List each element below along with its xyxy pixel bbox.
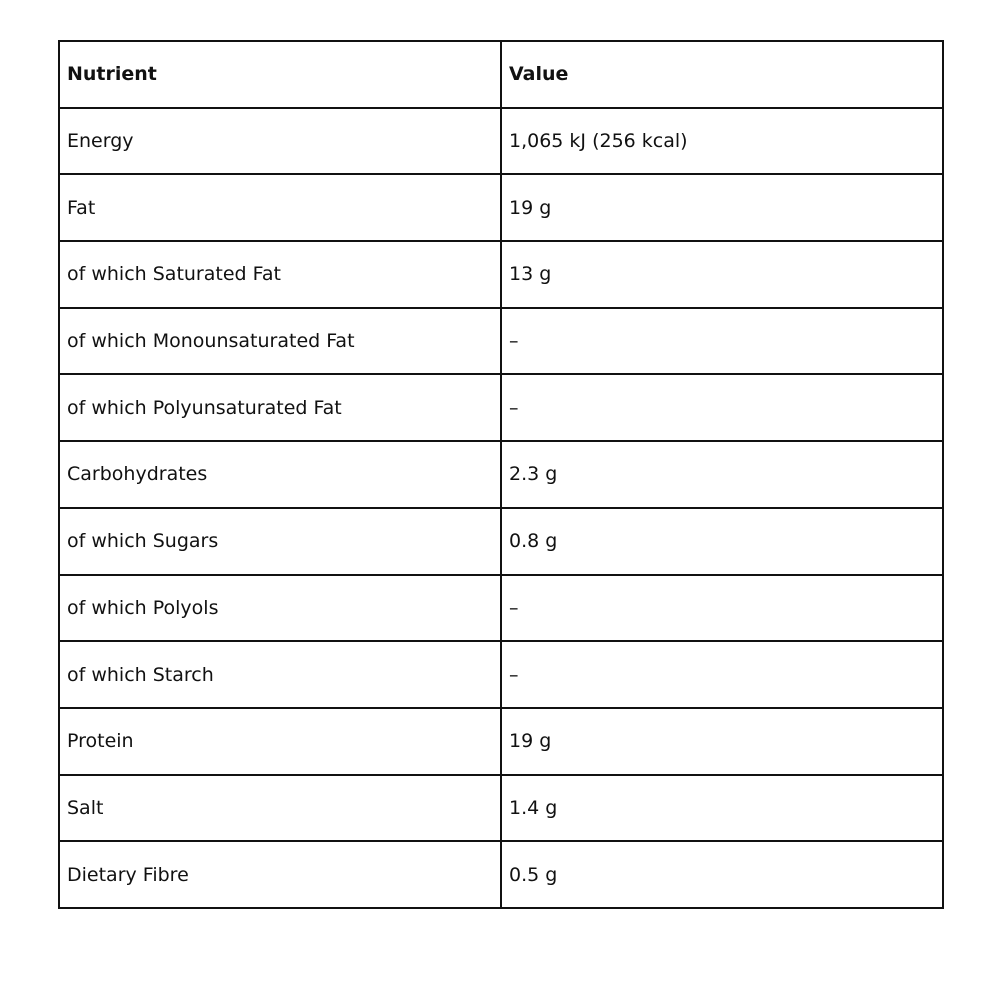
- value-cell: 19 g: [501, 708, 943, 775]
- table-row: [59, 841, 943, 908]
- table-row: [59, 441, 943, 508]
- nutrient-cell: of which Saturated Fat: [59, 241, 501, 308]
- value-cell: 19 g: [501, 174, 943, 241]
- value-cell: 2.3 g: [501, 441, 943, 508]
- value-cell: 13 g: [501, 241, 943, 308]
- nutrient-cell: Salt: [59, 775, 501, 842]
- table-row: [59, 775, 943, 842]
- table-row: [59, 374, 943, 441]
- nutrient-cell: of which Sugars: [59, 508, 501, 575]
- value-cell: –: [501, 575, 943, 642]
- value-cell: –: [501, 374, 943, 441]
- value-cell: 1.4 g: [501, 775, 943, 842]
- nutrient-cell: of which Monounsaturated Fat: [59, 308, 501, 375]
- nutrient-cell: Fat: [59, 174, 501, 241]
- table-row: [59, 174, 943, 241]
- table-row: [59, 308, 943, 375]
- table-body: [59, 108, 943, 908]
- value-cell: 0.8 g: [501, 508, 943, 575]
- table-row: [59, 508, 943, 575]
- nutrition-table: [58, 40, 944, 909]
- nutrient-cell: of which Polyols: [59, 575, 501, 642]
- table-header: [59, 41, 943, 108]
- table-row: [59, 708, 943, 775]
- header-row: [59, 41, 943, 108]
- value-cell: 1,065 kJ (256 kcal): [501, 108, 943, 175]
- table-row: [59, 641, 943, 708]
- nutrient-cell: Protein: [59, 708, 501, 775]
- nutrient-cell: of which Polyunsaturated Fat: [59, 374, 501, 441]
- table-row: [59, 241, 943, 308]
- header-nutrient: Nutrient: [59, 41, 501, 108]
- nutrient-cell: Dietary Fibre: [59, 841, 501, 908]
- nutrient-cell: Energy: [59, 108, 501, 175]
- value-cell: 0.5 g: [501, 841, 943, 908]
- nutrient-cell: Carbohydrates: [59, 441, 501, 508]
- table-row: [59, 575, 943, 642]
- header-value: Value: [501, 41, 943, 108]
- value-cell: –: [501, 308, 943, 375]
- table-row: [59, 108, 943, 175]
- nutrient-cell: of which Starch: [59, 641, 501, 708]
- value-cell: –: [501, 641, 943, 708]
